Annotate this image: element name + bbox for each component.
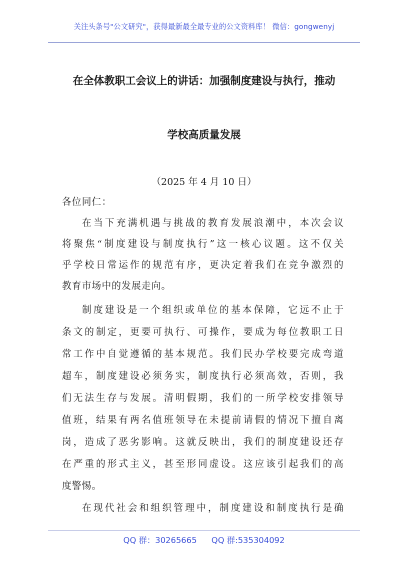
document-date: （2025 年 4 月 10 日） [151, 177, 257, 188]
body-line: 岗，造成了恶劣影响。这就反映出，我们的制度建设还存 [62, 437, 344, 448]
body-line: 们无法生存与发展。清明假期，我们的一所学校安排领导 [62, 393, 344, 404]
body-line: 度警惕。 [62, 481, 102, 492]
document-title-line2: 学校高质量发展 [167, 129, 241, 141]
body-line: 值班，结果有两名值班领导在未提前请假的情况下擅自离 [62, 415, 344, 426]
body-line: 将聚焦“制度建设与制度执行”这一核心议题。这不仅关 [62, 239, 344, 250]
footer-divider [48, 530, 360, 531]
footer [0, 535, 408, 546]
footer-qq-group-2: QQ 群:535304092 [211, 535, 285, 545]
body-line: 乎学校日常运作的规范有序，更决定着我们在竞争激烈的 [62, 260, 344, 271]
document-title-line1: 在全体教职工会议上的讲话：加强制度建设与执行，推动 [72, 75, 336, 87]
body-line: 在严重的形式主义，甚至形同虚设。这应该引起我们的高 [62, 459, 344, 470]
footer-qq-group-1: QQ 群：30265665 [123, 535, 197, 545]
body-line: 常工作中自觉遵循的基本规范。我们民办学校要完成弯道 [62, 349, 344, 360]
header-banner: 关注头条号"公文研究"，获得最新最全最专业的公文资料库！ 微信：gongwenyj [73, 22, 335, 31]
body-line: 条文的制定，更要可执行、可操作，要成为每位教职工日 [62, 327, 344, 338]
body-line: 教育市场中的发展走向。 [62, 281, 172, 292]
body-line: 在当下充满机遇与挑战的教育发展浪潮中，本次会议 [82, 218, 344, 229]
body-line: 制度建设是一个组织或单位的基本保障，它远不止于 [82, 305, 344, 316]
body-line: 超车，制度建设必须务实，制度执行必须高效，否则，我 [62, 371, 344, 382]
header-divider [48, 42, 360, 43]
body-line: 在现代社会和组织管理中，制度建设和制度执行是确 [82, 503, 344, 514]
salutation: 各位同仁： [62, 197, 112, 208]
